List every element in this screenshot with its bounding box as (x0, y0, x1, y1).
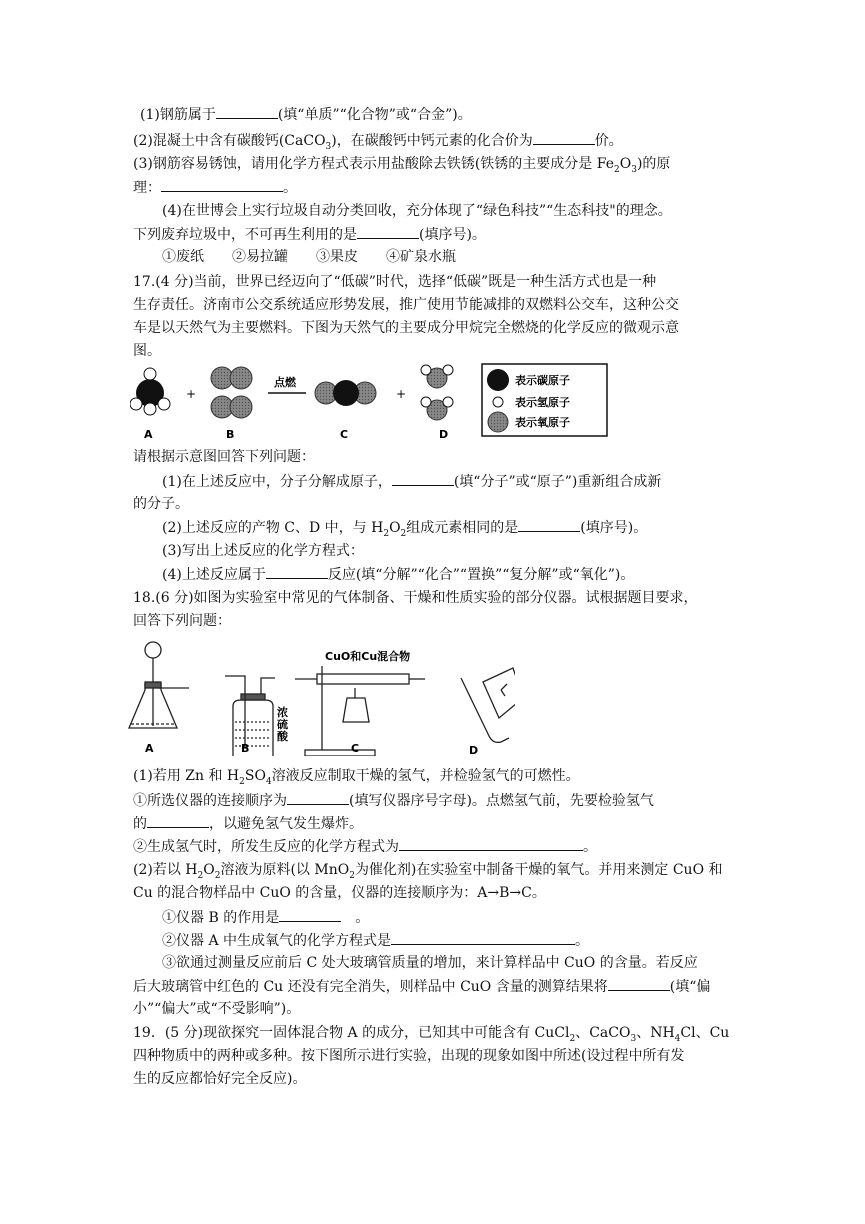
subscript: 3 (630, 1033, 637, 1044)
q18-part2-cont (133, 883, 546, 903)
legend-carbon: 表示碳原子 (515, 374, 570, 387)
q17-part4 (162, 564, 634, 585)
text: O (619, 156, 632, 172)
text: (填“单质”“化合物”或“合金”)。 (277, 107, 472, 123)
text: Cu 的混合物样品中 CuO 的含量，仪器的连接顺序为：A→B→C。 (133, 885, 546, 901)
answer-blank[interactable] (216, 104, 278, 119)
text: 。 (575, 933, 590, 949)
label-c: C (340, 428, 349, 441)
text: 理： (133, 180, 161, 196)
text: 回答下列问题： (133, 613, 231, 629)
answer-blank[interactable] (161, 177, 283, 192)
text: 后大玻璃管中红色的 Cu 还没有完全消失，则样品中 CuO 含量的测算结果将 (133, 979, 608, 995)
subscript: 3 (631, 164, 637, 175)
acid-label: 酸 (277, 730, 288, 743)
q18-part2-b (162, 930, 589, 951)
q17-intro (133, 341, 161, 361)
text: 19．(5 分)现欲探究一固体混合物 A 的成分，已知其中可能含有 CuCl (133, 1025, 570, 1041)
q17-intro (133, 272, 656, 292)
apparatus-c (295, 666, 425, 756)
acid-label: 硫 (277, 718, 288, 731)
text: O (203, 862, 215, 878)
text: 生存责任。济南市公交系统适应形势发展，推广使用节能减排的双燃料公交车，这种公交 (133, 297, 679, 313)
text: (填写仪器序号字母)。点燃氢气前，先要检验氢气 (349, 793, 654, 809)
text: (4)在世博会上实行垃圾自动分类回收，充分体现了“绿色科技”“生态科技"的理念。 (162, 203, 672, 219)
text: (填“分子”或“原子”)重新组合成新 (453, 474, 662, 490)
q18-intro (133, 588, 698, 608)
text: 为催化剂)在实验室中制备干燥的氧气。并用来测定 CuO 和 (354, 862, 723, 878)
q17-intro (133, 295, 679, 315)
text: (填序号)。 (580, 520, 648, 536)
lab-apparatus-diagram (125, 638, 515, 756)
text: 下列废弃垃圾中，不可再生利用的是 (133, 227, 357, 243)
molecule-a (130, 368, 170, 415)
text: Cl、Cu (680, 1025, 730, 1041)
label-d: D (469, 744, 479, 756)
text: ②生成氢气时，所发生反应的化学方程式为 (133, 839, 399, 855)
answer-blank[interactable] (357, 224, 419, 239)
subscript: 2 (239, 776, 245, 787)
plus-sign: + (186, 387, 197, 401)
subscript: 3 (325, 141, 332, 152)
label-a: A (145, 742, 154, 755)
hydrogen-atom-icon (493, 397, 503, 407)
subscript: 2 (569, 1033, 576, 1044)
text: SO (244, 768, 266, 784)
text: (4)上述反应属于 (162, 567, 266, 583)
q18-part1 (133, 766, 580, 792)
subscript: 4 (265, 776, 272, 787)
text: ②仪器 A 中生成氧气的化学方程式是 (162, 933, 392, 949)
legend-hydrogen: 表示氢原子 (515, 396, 570, 409)
plus-sign: + (396, 387, 407, 401)
text: (2)若以 H (133, 862, 198, 878)
q16-part1 (140, 104, 472, 125)
q19-intro (133, 1023, 729, 1049)
text: )的原 (636, 156, 671, 172)
text: (1)若用 Zn 和 H (133, 768, 240, 784)
text: 溶液为原料(以 MnO (220, 862, 350, 878)
q17-part1 (162, 471, 661, 492)
text: 请根据示意图回答下列问题： (133, 449, 315, 465)
q16-part3-cont (133, 177, 297, 198)
text: ①废纸 ②易拉罐 ③果皮 ④矿泉水瓶 (162, 249, 456, 265)
label-b: B (241, 742, 250, 755)
text: 17.(4 分)当前，世界已经迈向了“低碳”时代，选择“低碳”既是一种生活方式也是一种 (133, 274, 657, 290)
text: 、CaCO (575, 1025, 631, 1041)
text: ①仪器 B 的作用是 (162, 910, 280, 926)
label-d: D (439, 428, 449, 441)
q17-prompt (133, 447, 315, 467)
answer-blank[interactable] (287, 790, 349, 805)
text: (1)钢筋属于 (140, 107, 216, 123)
q18-part2-c (162, 953, 698, 973)
answer-blank[interactable] (533, 130, 595, 145)
q16-options (162, 247, 456, 267)
q18-part2-a (162, 907, 369, 928)
acid-label: 浓 (277, 706, 288, 719)
text: 溶液反应制取干燥的氢气，并检验氢气的可燃性。 (271, 768, 580, 784)
subscript: 2 (214, 870, 221, 881)
q17-part3 (162, 541, 364, 561)
subscript: 2 (383, 528, 390, 539)
answer-blank[interactable] (266, 564, 328, 579)
text: 。 (341, 910, 370, 926)
answer-blank[interactable] (279, 907, 341, 922)
text: 的分子。 (133, 496, 189, 512)
text: 的 (133, 816, 147, 832)
label-a: A (144, 428, 153, 441)
subscript: 2 (197, 870, 204, 881)
q16-part4-cont (133, 224, 486, 245)
q17-part2 (162, 517, 647, 544)
text: 反应(填“分解”“化合”“置换”“复分解”或“氧化”)。 (327, 567, 635, 583)
text: 。 (283, 180, 297, 196)
molecule-d (421, 365, 453, 420)
apparatus-a (129, 642, 189, 728)
q18-intro (133, 611, 231, 631)
label-b: B (226, 428, 235, 441)
text: (填“偏 (669, 979, 711, 995)
answer-blank[interactable] (147, 813, 209, 828)
subscript: 2 (613, 164, 620, 175)
text: 车是以天然气为主要燃料。下图为天然气的主要成分甲烷完全燃烧的化学反应的微观示意 (133, 320, 679, 336)
molecule-c (315, 380, 376, 406)
answer-blank[interactable] (391, 930, 575, 945)
text: (2)混凝土中含有碳酸钙(CaCO (133, 133, 326, 149)
text: (2)上述反应的产物 C、D 中，与 H (162, 520, 384, 536)
q16-part4 (162, 201, 672, 221)
legend-oxygen: 表示氧原子 (515, 416, 570, 429)
oxygen-atom-icon (488, 412, 508, 432)
text: ③欲通过测量反应前后 C 处大玻璃管质量的增加，来计算样品中 CuO 的含量。若反应 (162, 955, 698, 971)
text: 四种物质中的两种或多种。按下图所示进行实验，出现的现象如图中所述(设过程中所有发 (133, 1048, 685, 1064)
text: (3)写出上述反应的化学方程式： (162, 543, 364, 559)
q18-part1-a (133, 790, 654, 811)
q16-part3 (133, 154, 670, 180)
q18-part1-a-cont (133, 813, 363, 834)
text: )，在碳酸钙中钙元素的化合价为 (331, 133, 533, 149)
q17-intro (133, 318, 679, 338)
q18-part1-b (133, 836, 597, 857)
apparatus-b (225, 676, 275, 756)
answer-blank[interactable] (399, 836, 583, 851)
carbon-atom-icon (487, 369, 509, 391)
text: 生的反应都恰好完全反应)。 (133, 1071, 307, 1087)
reaction-condition: 点燃 (274, 376, 296, 389)
text: (1)在上述反应中，分子分解成原子， (162, 474, 392, 490)
q18-part2 (133, 860, 723, 886)
text: (3)钢筋容易锈蚀，请用化学方程式表示用盐酸除去铁锈(铁锈的主要成分是 Fe (133, 156, 614, 172)
legend-box (482, 364, 607, 436)
text: ①所选仪器的连接顺序为 (133, 793, 287, 809)
answer-blank[interactable] (608, 976, 670, 991)
subscript: 2 (400, 528, 407, 539)
text: 。 (583, 839, 597, 855)
q18-part2-c-cont (133, 999, 300, 1019)
q16-part2 (133, 130, 623, 157)
q19-intro (133, 1069, 306, 1089)
q19-intro (133, 1046, 684, 1066)
text: (填序号)。 (419, 227, 486, 243)
apparatus-c-caption: CuO和Cu混合物 (325, 650, 411, 663)
text: 、NH (636, 1025, 675, 1041)
label-c: C (351, 742, 360, 755)
apparatus-d (461, 668, 515, 742)
text: 18.(6 分)如图为实验室中常见的气体制备、干燥和性质实验的部分仪器。试根据题目要求， (133, 590, 698, 606)
text: 价。 (594, 133, 623, 149)
text: 小”“偏大”或“不受影响”)。 (133, 1001, 301, 1017)
subscript: 4 (674, 1033, 681, 1044)
subscript: 2 (349, 870, 355, 881)
molecule-b (211, 367, 252, 418)
text: ，以避免氢气发生爆炸。 (209, 816, 363, 832)
text: O (389, 520, 401, 536)
methane-combustion-diagram (130, 362, 610, 444)
q18-part2-c-cont (133, 976, 710, 997)
answer-blank[interactable] (518, 517, 580, 532)
text: 组成元素相同的是 (406, 520, 519, 536)
q17-part1-cont (133, 494, 189, 514)
text: 图。 (133, 343, 161, 359)
answer-blank[interactable] (392, 471, 454, 486)
